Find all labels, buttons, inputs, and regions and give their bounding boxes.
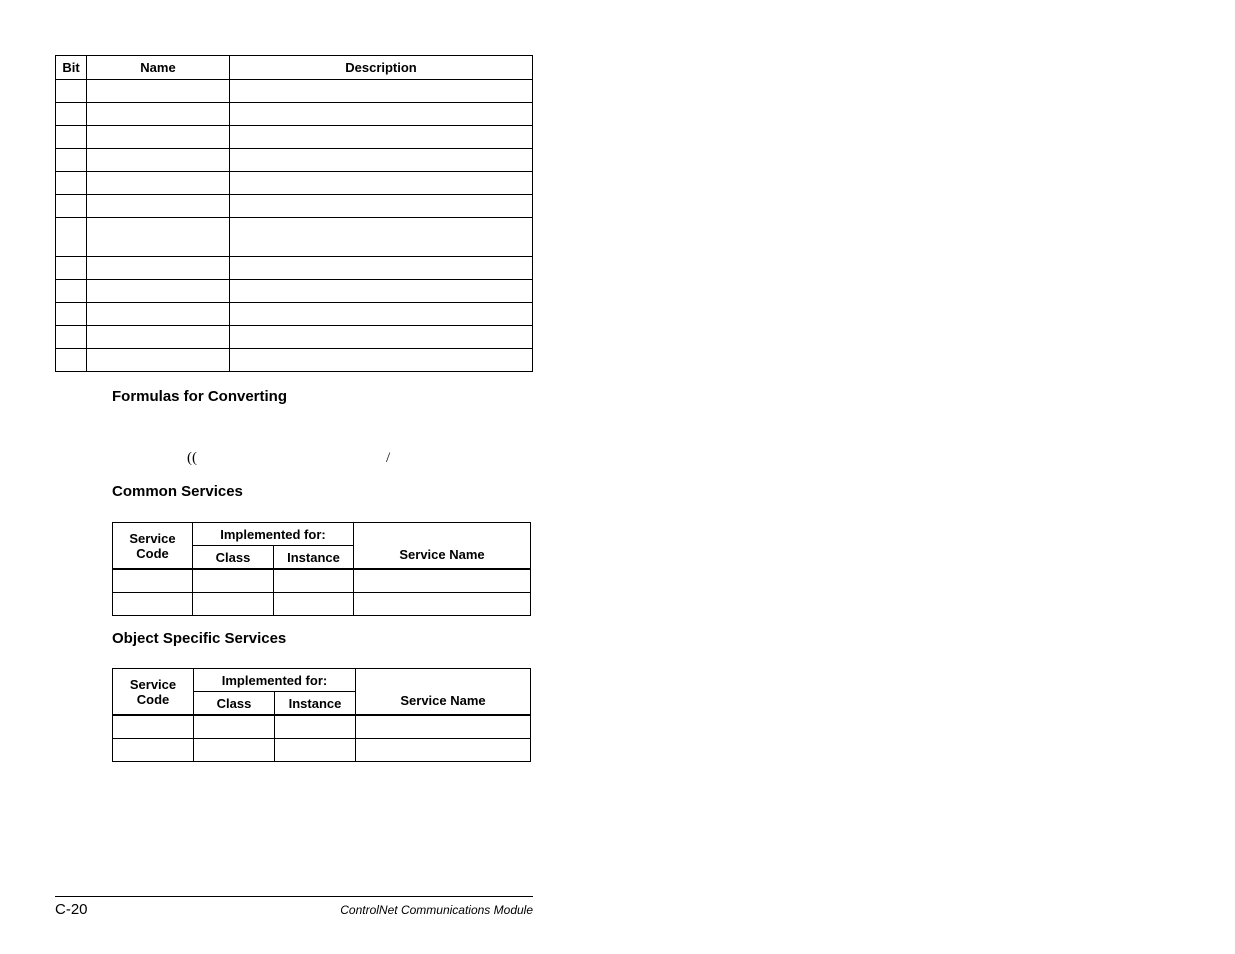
description-cell (230, 126, 533, 149)
description-cell (230, 303, 533, 326)
instance-header: Instance (275, 692, 356, 716)
name-cell (87, 149, 230, 172)
service-name-header: Service Name (354, 523, 531, 570)
page-number: C-20 (55, 901, 88, 918)
formulas-heading: Formulas for Converting (112, 388, 288, 405)
bit-column-header: Bit (56, 56, 87, 80)
description-cell (230, 218, 533, 257)
object-specific-services-table (112, 668, 531, 762)
service-code-header: Service Code (113, 669, 194, 716)
description-cell (230, 326, 533, 349)
description-column-header: Description (230, 56, 533, 80)
class-cell (193, 593, 274, 616)
implemented-for-header: Implemented for: (194, 669, 356, 692)
bit-cell (56, 349, 87, 372)
bit-cell (56, 172, 87, 195)
service-code-cell (113, 593, 193, 616)
bit-cell (56, 103, 87, 126)
common-services-heading: Common Services (112, 483, 243, 500)
bit-cell (56, 126, 87, 149)
instance-cell (274, 593, 354, 616)
service-name-cell (356, 715, 531, 739)
name-cell (87, 349, 230, 372)
name-cell (87, 126, 230, 149)
header-row (113, 669, 531, 692)
description-cell (230, 149, 533, 172)
bit-cell (56, 149, 87, 172)
common-services-table (112, 522, 531, 616)
bit-cell (56, 80, 87, 103)
class-header: Class (193, 546, 274, 570)
service-name-header: Service Name (356, 669, 531, 716)
formula-open-parens: (( (187, 450, 197, 466)
class-header: Class (194, 692, 275, 716)
name-cell (87, 326, 230, 349)
table-row (56, 80, 533, 103)
table-row (113, 715, 531, 739)
name-cell (87, 280, 230, 303)
bit-cell (56, 257, 87, 280)
service-name-cell (354, 593, 531, 616)
description-cell (230, 257, 533, 280)
bit-cell (56, 280, 87, 303)
table-row (56, 257, 533, 280)
name-cell (87, 172, 230, 195)
description-cell (230, 280, 533, 303)
service-name-cell (356, 739, 531, 762)
name-cell (87, 103, 230, 126)
class-cell (194, 739, 275, 762)
service-code-cell (113, 715, 194, 739)
service-code-header: Service Code (113, 523, 193, 570)
description-cell (230, 103, 533, 126)
bit-cell (56, 218, 87, 257)
class-cell (194, 715, 275, 739)
implemented-for-header: Implemented for: (193, 523, 354, 546)
name-cell (87, 195, 230, 218)
bit-cell (56, 195, 87, 218)
name-cell (87, 80, 230, 103)
header-row (113, 523, 531, 546)
name-cell (87, 257, 230, 280)
table-row (56, 126, 533, 149)
table-row (56, 218, 533, 257)
bit-table (55, 55, 533, 372)
object-specific-services-heading: Object Specific Services (112, 630, 287, 647)
table-row (56, 195, 533, 218)
footer-document-title: ControlNet Communications Module (340, 903, 533, 917)
table-row (56, 103, 533, 126)
instance-header: Instance (274, 546, 354, 570)
table-row (113, 569, 531, 593)
table-row (56, 349, 533, 372)
instance-cell (275, 715, 356, 739)
bit-cell (56, 303, 87, 326)
service-code-cell (113, 739, 194, 762)
name-cell (87, 218, 230, 257)
bit-table-header-row (56, 56, 533, 80)
description-cell (230, 195, 533, 218)
table-row (56, 303, 533, 326)
table-row (56, 280, 533, 303)
bit-cell (56, 326, 87, 349)
table-row (113, 739, 531, 762)
description-cell (230, 80, 533, 103)
instance-cell (275, 739, 356, 762)
name-column-header: Name (87, 56, 230, 80)
description-cell (230, 172, 533, 195)
table-row (56, 172, 533, 195)
description-cell (230, 349, 533, 372)
footer-divider (55, 896, 533, 897)
instance-cell (274, 569, 354, 593)
service-name-cell (354, 569, 531, 593)
table-row (56, 326, 533, 349)
class-cell (193, 569, 274, 593)
service-code-cell (113, 569, 193, 593)
formula-slash: / (386, 450, 391, 466)
table-row (56, 149, 533, 172)
table-row (113, 593, 531, 616)
name-cell (87, 303, 230, 326)
